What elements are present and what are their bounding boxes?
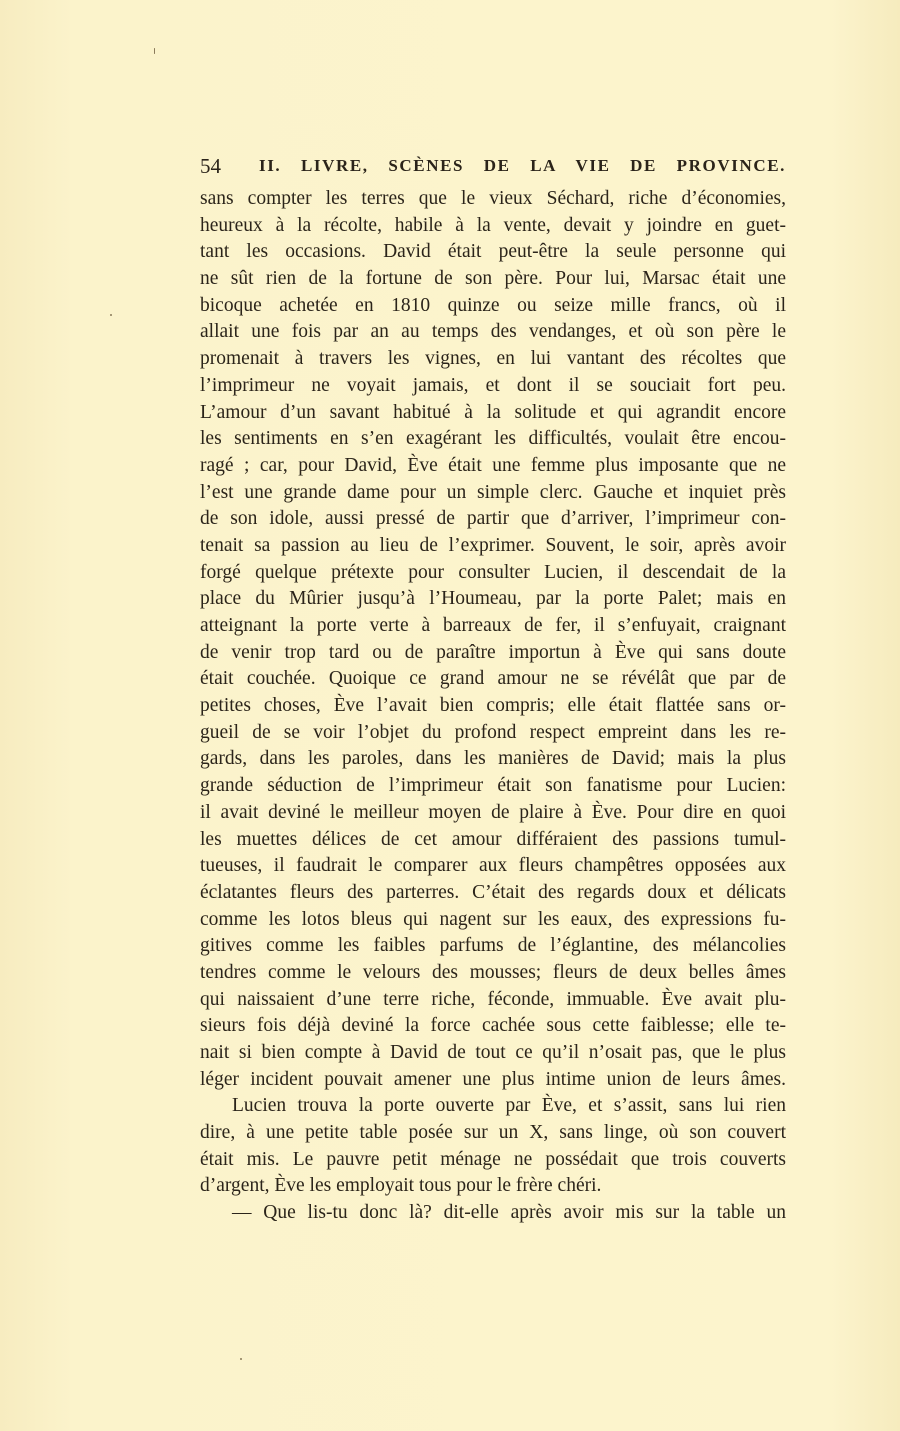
text-line: allait une fois par an au temps des vendanges, et où son père le bbox=[200, 321, 786, 343]
text-line: sieurs fois déjà deviné la force cachée sous cette faiblesse; elle te- bbox=[200, 1015, 786, 1037]
text-line: comme les lotos bleus qui nagent sur les eaux, des expressions fu- bbox=[200, 908, 786, 930]
text-line: tant les occasions. David était peut-être la seule personne qui bbox=[200, 241, 786, 263]
text-line: éclatantes fleurs des parterres. C’était des regards doux et délicats bbox=[200, 881, 786, 903]
text-line: était couchée. Quoique ce grand amour ne se révélât que par de bbox=[200, 668, 786, 690]
text-line: l’est une grande dame pour un simple clerc. Gauche et inquiet près bbox=[200, 481, 786, 503]
text-line: dire, à une petite table posée sur un X, sans linge, où son couvert bbox=[200, 1122, 786, 1144]
page-body-text bbox=[200, 186, 786, 1227]
text-line: — Que lis-tu donc là? dit-elle après avoir mis sur la table un bbox=[232, 1202, 786, 1224]
scan-speck bbox=[240, 1358, 242, 1360]
text-line: promenait à travers les vignes, en lui vantant des récoltes que bbox=[200, 348, 786, 370]
text-line: gards, dans les paroles, dans les manières de David; mais la plus bbox=[200, 748, 786, 770]
text-line: place du Mûrier jusqu’à l’Houmeau, par la porte Palet; mais en bbox=[200, 588, 786, 610]
text-line: forgé quelque prétexte pour consulter Lucien, il descendait de la bbox=[200, 561, 786, 583]
text-line: L’amour d’un savant habitué à la solitude et qui agrandit encore bbox=[200, 401, 786, 423]
text-line: de son idole, aussi pressé de partir que d’arriver, l’imprimeur con- bbox=[200, 508, 786, 530]
text-line: nait si bien compte à David de tout ce qu’il n’osait pas, que le plus bbox=[200, 1042, 786, 1063]
text-line: tendres comme le velours des mousses; fleurs de deux belles âmes bbox=[200, 961, 786, 983]
text-line: d’argent, Ève les employait tous pour le frère chéri. bbox=[200, 1175, 602, 1197]
text-line: atteignant la porte verte à barreaux de fer, il s’enfuyait, craignant bbox=[200, 615, 786, 636]
text-line: tueuses, il faudrait le comparer aux fleurs champêtres opposées aux bbox=[200, 855, 786, 877]
text-line: les sentiments en s’en exagérant les difficultés, voulait être encou- bbox=[200, 428, 786, 450]
text-line: gitives comme les faibles parfums de l’églantine, des mélancolies bbox=[200, 935, 786, 957]
scan-speck bbox=[154, 48, 155, 54]
page-header bbox=[200, 154, 786, 182]
text-line: les muettes délices de cet amour différaient des passions tumul- bbox=[200, 828, 786, 850]
text-line: sans compter les terres que le vieux Séchard, riche d’économies, bbox=[200, 188, 786, 209]
text-line: gueil de se voir l’objet du profond respect empreint dans les re- bbox=[200, 721, 786, 743]
text-line: bicoque achetée en 1810 quinze ou seize mille francs, où il bbox=[200, 294, 786, 316]
page-number: 54 bbox=[200, 154, 221, 178]
scan-speck bbox=[110, 314, 112, 316]
text-line: ragé ; car, pour David, Ève était une femme plus imposante que ne bbox=[200, 454, 786, 476]
text-line: Lucien trouva la porte ouverte par Ève, et s’assit, sans lui rien bbox=[232, 1095, 786, 1117]
text-line: était mis. Le pauvre petit ménage ne possédait que trois couverts bbox=[200, 1148, 786, 1170]
text-line: de venir trop tard ou de paraître importun à Ève qui sans doute bbox=[200, 641, 786, 663]
text-line: l’imprimeur ne voyait jamais, et dont il se souciait fort peu. bbox=[200, 374, 786, 396]
running-title: II. LIVRE, SCÈNES DE LA VIE DE PROVINCE. bbox=[259, 156, 786, 175]
text-line: il avait deviné le meilleur moyen de plaire à Ève. Pour dire en quoi bbox=[200, 801, 786, 823]
text-line: heureux à la récolte, habile à la vente, devait y joindre en guet- bbox=[200, 214, 786, 236]
text-line: qui naissaient d’une terre riche, féconde, immuable. Ève avait plu- bbox=[200, 988, 786, 1010]
text-line: tenait sa passion au lieu de l’exprimer. Souvent, le soir, après avoir bbox=[200, 534, 786, 556]
text-line: petites choses, Ève l’avait bien compris; elle était flattée sans or- bbox=[200, 695, 786, 717]
text-line: ne sût rien de la fortune de son père. Pour lui, Marsac était une bbox=[200, 268, 786, 290]
text-line: grande séduction de l’imprimeur était son fanatisme pour Lucien: bbox=[200, 775, 786, 797]
text-line: léger incident pouvait amener une plus intime union de leurs âmes. bbox=[200, 1068, 786, 1090]
